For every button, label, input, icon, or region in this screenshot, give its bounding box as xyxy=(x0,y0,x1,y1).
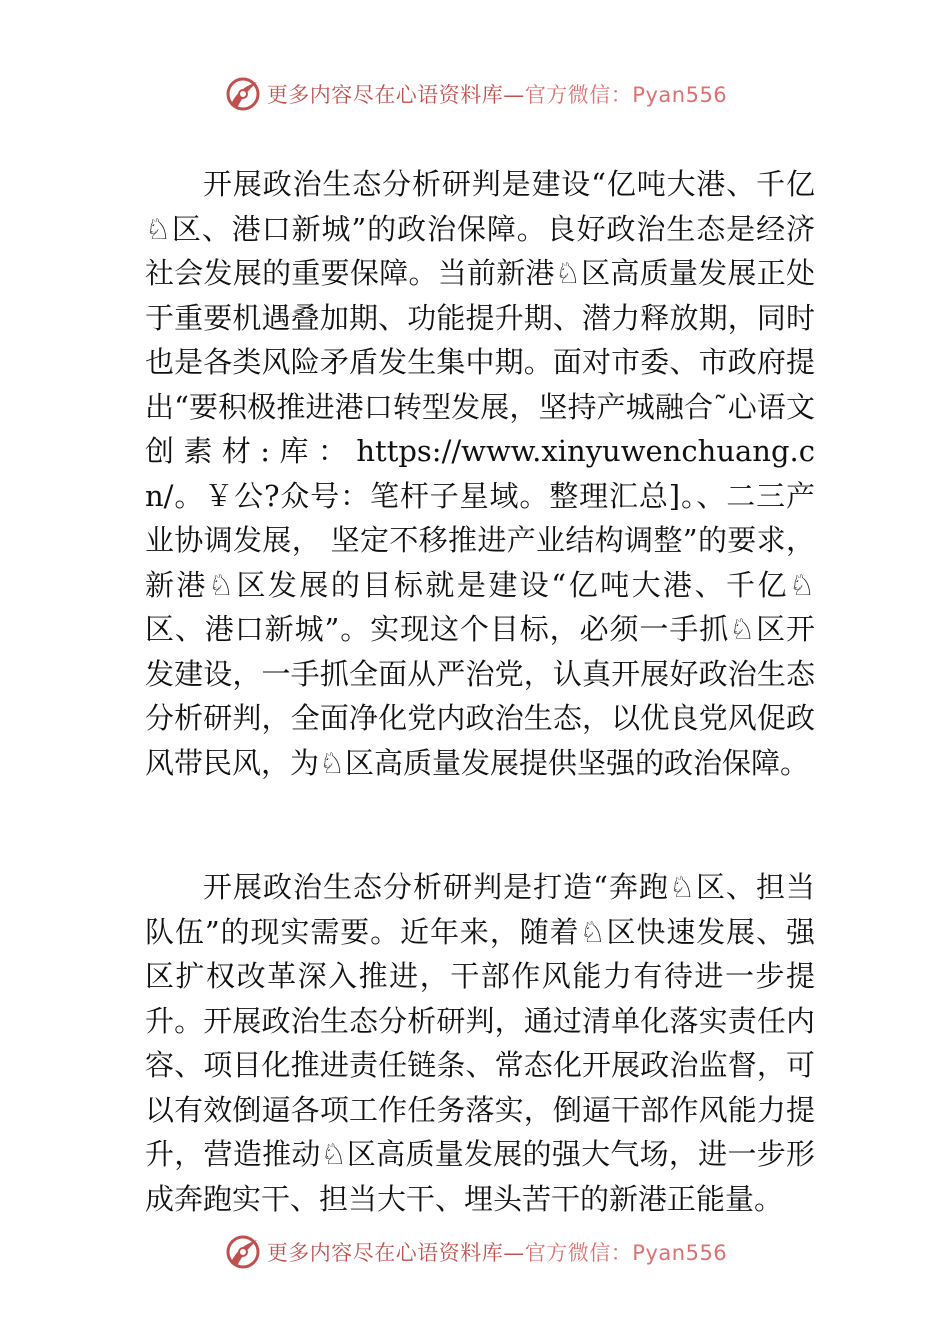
footer-wechat-id: 官方微信：Pyan556 xyxy=(524,1241,728,1265)
header-banner xyxy=(0,72,950,116)
footer-banner xyxy=(0,1230,950,1274)
footer-banner-text: 更多内容尽在心语资料库—官方微信：Pyan556 xyxy=(266,1241,728,1265)
paragraph-2: 开展政治生态分析研判是打造“奔跑♘区、担当队伍”的现实需要。近年来，随着♘区快速发展、强区扩权改革深入推进，干部作风能力有待进一步提升。开展政治生态分析研判，通过清单化落实责任内容、项目化推进责任链条、常态化开展政治监督，可以有效倒逼各项工作任务落实，倒逼干部作风能力提升，营造推动♘区高质量发展的强大气场，进一步形成奔跑实干、担当大干、埋头苦干的新港正能量。 xyxy=(145,870,815,1216)
header-banner-text: 更多内容尽在心语资料库—官方微信：Pyan556 xyxy=(266,83,728,107)
document-body xyxy=(145,162,815,1221)
header-wechat-id: 官方微信：Pyan556 xyxy=(524,83,728,107)
xinyu-logo-icon xyxy=(223,74,263,114)
xinyu-logo-icon xyxy=(223,1232,263,1272)
paragraph-1: 开展政治生态分析研判是建设“亿吨大港、千亿♘区、港口新城”的政治保障。良好政治生态是经济社会发展的重要保障。当前新港♘区高质量发展正处于重要机遇叠加期、功能提升期、潜力释放期，同时也是各类风险矛盾发生集中期。面对市委、市政府提出“要积极推进港口转型发展，坚持产城融合˜心语文创素材:库：https://www.xinyuwenchuang.cn/。￥公?众号：笔杆子星域。整理汇总]。、二三产业协调发展， 坚定不移推进产业结构调整”的要求，新港♘区发展的目标就是建设“亿吨大港、千亿♘区、港口新城”。实现这个目标，必须一手抓♘区开发建设，一手抓全面从严治党，认真开展好政治生态分析研判，全面净化党内政治生态，以优良党风促政风带民风，为♘区高质量发展提供坚强的政治保障。 xyxy=(145,167,815,780)
